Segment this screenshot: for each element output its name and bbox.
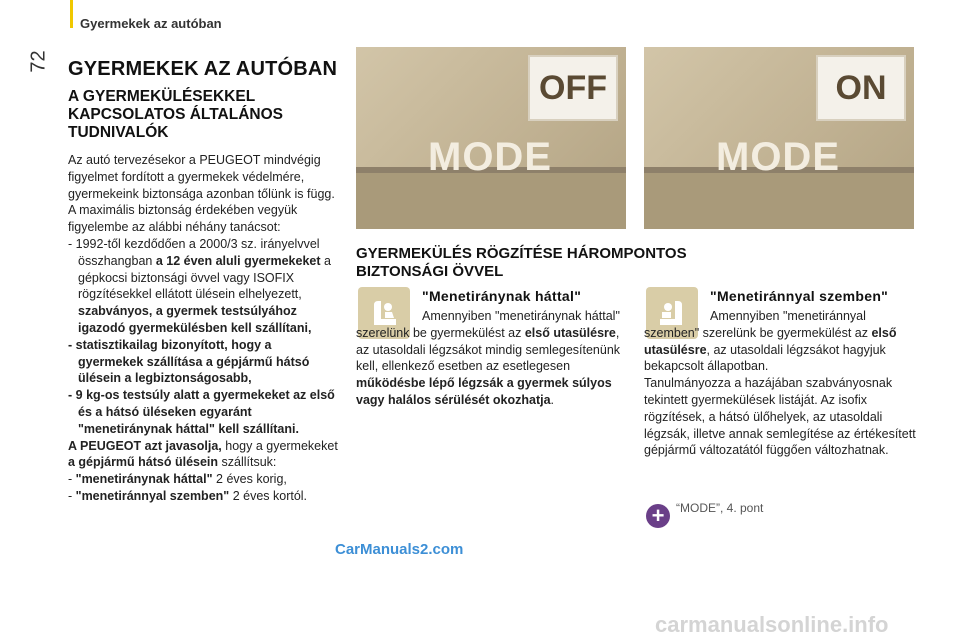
section-2-title: GYERMEKÜLÉS RÖGZÍTÉSE HÁROMPONTOS BIZTONSÁGI ÖVVEL — [356, 245, 687, 280]
intro-paragraph-2: A maximális biztonság érdekében vegyük figyelembe az alábbi néhány tanácsot: — [68, 203, 298, 235]
mode-label-left: MODE — [428, 135, 552, 179]
intro-column — [68, 152, 338, 505]
rear-facing-text: Amennyiben "menetiránynak háttal" szerelünk be gyermekülést az első utasülésre, az utasoldali légzsákot mindig semlegesítenünk kell, ellenkező esetben az esetlegesen működésbe lépő légzsák a gyermek súlyos vagy halálos sérülését okozhatja. — [356, 309, 621, 407]
airbag-on-photo — [644, 47, 914, 229]
sub-title: A GYERMEKÜLÉSEKKEL KAPCSOLATOS ÁLTALÁNOS TUDNIVALÓK — [68, 88, 283, 141]
recommendation-item-2: - "menetiránnyal szemben" 2 éves kortól. — [68, 488, 308, 503]
page-number: 72 — [27, 50, 50, 73]
bullet-3: - 9 kg-os testsúly alatt a gyermekeket az első és a hátsó üléseken egyaránt "menetiránynak háttal" kell szállítani. — [68, 388, 335, 436]
watermark-carmanuals2: CarManuals2.com — [335, 541, 464, 558]
airbag-off-photo — [356, 47, 626, 229]
forward-facing-note: Tanulmányozza a hazájában szabványosnak tekintett gyermekülések listáját. Az isofix rögzítések, a hátsó ülőhelyek, az utasoldali légzsák, illetve annak semlegítése az értékesített gépjármű változatától függően változhatnak. — [644, 376, 916, 458]
bullet-1: - 1992-től kezdődően a 2000/3 sz. irányelvvel összhangban a 12 éven aluli gyermekeket a gépkocsi biztonsági övvel vagy ISOFIX rögzítésekkel ellátott ülésein elhelyezett, szabványos, a gyermek testsúlyához igazodó gyermekülésben kell szállítani, — [68, 236, 331, 335]
recommendation: A PEUGEOT azt javasolja, hogy a gyermekeket a gépjármű hátsó ülésein szállítsuk: — [68, 438, 338, 470]
section-header: Gyermekek az autóban — [80, 16, 222, 31]
forward-facing-text: Amennyiben "menetiránnyal szemben" szerelünk be gyermekülést az első utasülésre, az utasoldali légzsákot hagyjuk bekapcsolt állapotban. — [644, 309, 897, 374]
forward-facing-heading: "Menetiránnyal szemben" — [710, 288, 889, 304]
header-accent-rule — [70, 0, 73, 28]
intro-paragraph-1: Az autó tervezésekor a PEUGEOT mindvégig figyelmet fordított a gyermekek védelmére, gyermekeink biztonsága azonban tőlünk is függ. — [68, 153, 335, 201]
reference-note: “MODE”, 4. pont — [676, 501, 764, 515]
recommendation-item-1: - "menetiránynak háttal" 2 éves korig, — [68, 472, 287, 487]
forward-facing-block — [710, 288, 920, 304]
plus-icon: + — [646, 504, 670, 528]
main-title: GYERMEKEK AZ AUTÓBAN — [68, 58, 338, 80]
mode-label-right: MODE — [716, 135, 840, 179]
rear-facing-block — [422, 288, 628, 304]
off-indicator: OFF — [528, 55, 618, 121]
watermark-carmanualsonline: carmanualsonline.info — [655, 612, 889, 637]
rear-facing-heading: "Menetiránynak háttal" — [422, 288, 582, 304]
bullet-2: - statisztikailag bizonyított, hogy a gyermekek szállítása a gépjármű hátsó ülésein a legbiztonságosabb, — [68, 337, 310, 386]
on-indicator: ON — [816, 55, 906, 121]
forward-facing-text-wrap — [644, 308, 916, 459]
